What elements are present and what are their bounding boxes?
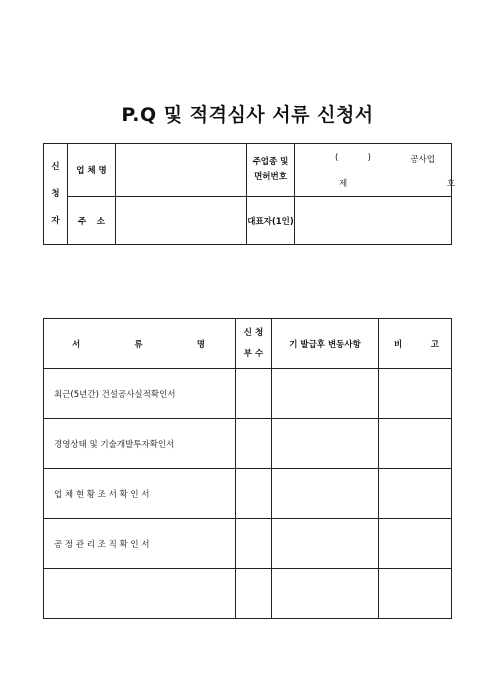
change-cell[interactable]	[272, 419, 379, 469]
address-label-char2: 소	[96, 216, 105, 227]
paren-close: )	[367, 153, 371, 163]
change-cell[interactable]	[272, 469, 379, 519]
change-cell[interactable]	[272, 369, 379, 419]
remarks-cell[interactable]	[379, 369, 452, 419]
applicant-section-label	[44, 144, 68, 245]
count-cell[interactable]	[236, 419, 272, 469]
header-name-char3: 명	[196, 339, 205, 350]
document-name-cell: 공 정 관 리 조 직 확 인 서	[44, 519, 236, 569]
header-remarks	[379, 319, 452, 369]
header-request-count	[236, 319, 272, 369]
business-type-label-line2: 면허번호	[254, 172, 287, 182]
business-type-suffix: 공사업	[410, 155, 435, 165]
header-name-char2: 류	[134, 339, 143, 350]
table-row	[44, 369, 452, 419]
documents-header-row	[44, 319, 452, 369]
header-remarks-char2: 고	[430, 339, 439, 350]
document-name-cell: 경영상태 및 기술개발투자확인서	[44, 419, 236, 469]
company-name-field[interactable]	[116, 144, 247, 197]
table-row	[44, 419, 452, 469]
header-document-name	[44, 319, 236, 369]
header-changes: 기 발급후 변동사항	[272, 319, 379, 369]
count-cell[interactable]	[236, 369, 272, 419]
header-count-line2: 부 수	[243, 348, 264, 359]
header-count-line1: 신 청	[243, 327, 264, 338]
representative-field[interactable]	[295, 197, 452, 245]
representative-label: 대표자(1인)	[247, 197, 295, 245]
change-cell[interactable]	[272, 519, 379, 569]
remarks-cell[interactable]	[379, 519, 452, 569]
license-suffix: 호	[446, 179, 455, 189]
company-name-label: 업 체 명	[68, 144, 116, 197]
remarks-cell[interactable]	[379, 469, 452, 519]
license-prefix: 제	[339, 179, 348, 189]
paren-open: (	[335, 153, 339, 163]
address-label-char1: 주	[78, 216, 87, 227]
document-name-cell	[44, 569, 236, 619]
applicant-char-1: 신	[51, 161, 60, 172]
business-type-label	[247, 144, 295, 197]
table-row	[44, 469, 452, 519]
remarks-cell[interactable]	[379, 419, 452, 469]
form-title: P.Q 및 적격심사 서류 신청서	[121, 104, 374, 126]
business-type-label-line1: 주업종 및	[252, 157, 289, 167]
change-cell[interactable]	[272, 569, 379, 619]
count-cell[interactable]	[236, 519, 272, 569]
header-name-char1: 서	[72, 339, 81, 350]
count-cell[interactable]	[236, 469, 272, 519]
document-name-cell: 최근(5년간) 건설공사실적확인서	[44, 369, 236, 419]
count-cell[interactable]	[236, 569, 272, 619]
table-row	[44, 569, 452, 619]
business-type-field[interactable]	[295, 144, 455, 197]
address-field[interactable]	[116, 197, 247, 245]
header-remarks-char1: 비	[394, 339, 403, 350]
table-row	[44, 519, 452, 569]
address-label	[68, 197, 116, 245]
applicant-table	[43, 143, 455, 245]
applicant-char-2: 청	[51, 188, 60, 199]
document-name-cell: 업 체 현 황 조 서 확 인 서	[44, 469, 236, 519]
remarks-cell[interactable]	[379, 569, 452, 619]
applicant-char-3: 자	[51, 215, 60, 226]
documents-table	[43, 318, 452, 619]
